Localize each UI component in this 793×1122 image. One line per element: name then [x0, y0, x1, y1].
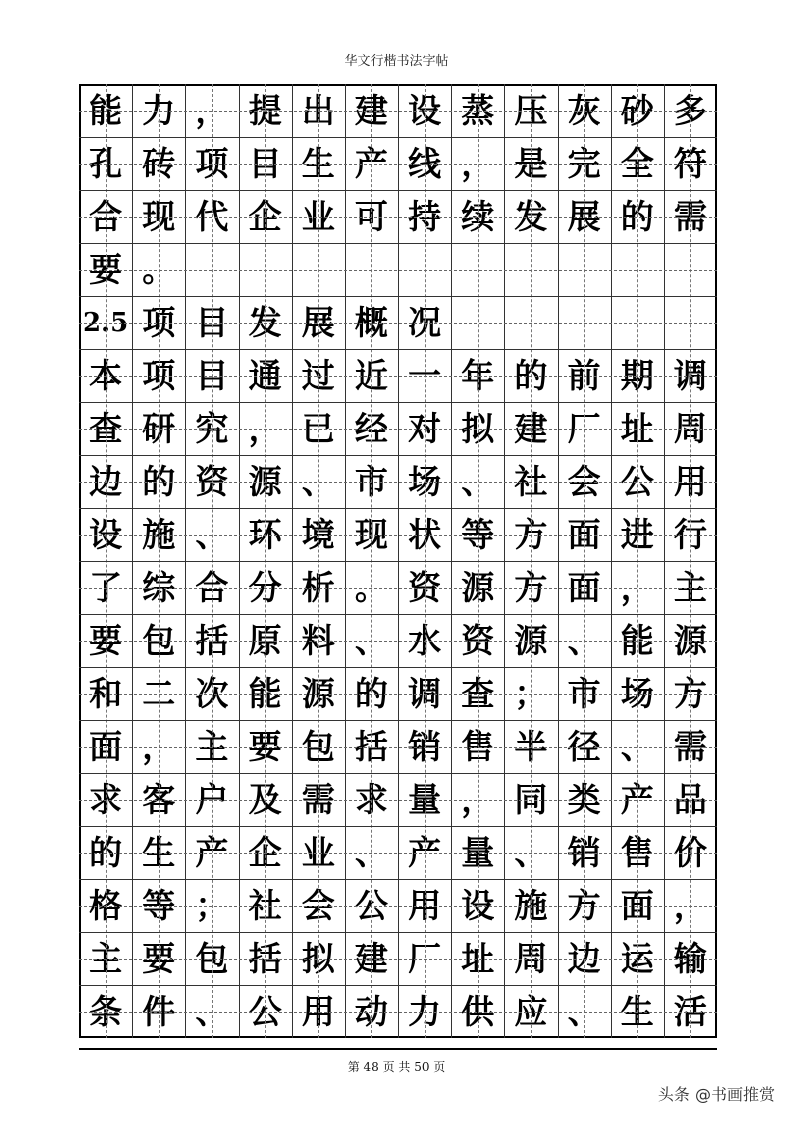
grid-hguide [79, 694, 717, 695]
grid-character: 设 [461, 886, 495, 925]
grid-hguide [79, 535, 717, 536]
grid-character: 条 [89, 992, 123, 1031]
grid-hline [79, 773, 717, 774]
grid-character: 设 [408, 91, 442, 130]
grid-character: 经 [354, 409, 388, 448]
grid-character: ， [195, 91, 229, 130]
grid-character: 客 [142, 780, 176, 819]
grid-character: 一 [408, 356, 442, 395]
grid-character: 等 [142, 886, 176, 925]
grid-character: 、 [461, 462, 495, 501]
grid-character: 业 [301, 833, 335, 872]
grid-character: 的 [514, 356, 548, 395]
grid-character: 市 [354, 462, 388, 501]
grid-character: ， [620, 568, 654, 607]
grid-character: 产 [620, 780, 654, 819]
grid-character: 二 [142, 674, 176, 713]
grid-character: 求 [354, 780, 388, 819]
grid-character: 线 [408, 144, 442, 183]
grid-character: 项 [142, 303, 176, 342]
grid-character: 运 [620, 939, 654, 978]
grid-character: 的 [620, 197, 654, 236]
grid-character: 销 [567, 833, 601, 872]
grid-hline [79, 455, 717, 456]
grid-hguide [79, 376, 717, 377]
grid-character: 次 [195, 674, 229, 713]
grid-character: 厂 [408, 939, 442, 978]
grid-character: 概 [354, 303, 388, 342]
grid-character: 方 [514, 568, 548, 607]
grid-hguide [79, 111, 717, 112]
grid-character: 生 [620, 992, 654, 1031]
grid-hline [79, 561, 717, 562]
grid-character: 源 [248, 462, 282, 501]
grid-character: 力 [142, 91, 176, 130]
grid-character: 拟 [461, 409, 495, 448]
grid-character: 件 [142, 992, 176, 1031]
grid-hline [79, 932, 717, 933]
grid-character: 对 [408, 409, 442, 448]
grid-character: 符 [673, 144, 707, 183]
grid-character: 源 [461, 568, 495, 607]
grid-character: 面 [567, 568, 601, 607]
grid-character: 厂 [567, 409, 601, 448]
grid-character: 供 [461, 992, 495, 1031]
grid-character: 需 [673, 727, 707, 766]
grid-character: 料 [301, 621, 335, 660]
grid-character: 括 [248, 939, 282, 978]
grid-character: 合 [195, 568, 229, 607]
source-watermark: 头条 @书画推赏 [657, 1085, 775, 1104]
grid-character: 市 [567, 674, 601, 713]
grid-character: 生 [142, 833, 176, 872]
grid-character: 完 [567, 144, 601, 183]
grid-character: 设 [89, 515, 123, 554]
grid-character: 查 [461, 674, 495, 713]
grid-character: 析 [301, 568, 335, 607]
grid-character: 拟 [301, 939, 335, 978]
grid-character: 径 [567, 727, 601, 766]
grid-character: 要 [142, 939, 176, 978]
bottom-rule [79, 1048, 717, 1050]
grid-character: 。 [142, 250, 176, 289]
grid-hguide [79, 800, 717, 801]
grid-character: 包 [301, 727, 335, 766]
grid-character: 输 [673, 939, 707, 978]
grid-hline [79, 137, 717, 138]
grid-hline [79, 243, 717, 244]
grid-hline [79, 985, 717, 986]
grid-character: 本 [89, 356, 123, 395]
grid-character: 发 [514, 197, 548, 236]
grid-hguide [79, 217, 717, 218]
grid-character: 及 [248, 780, 282, 819]
grid-hline [79, 349, 717, 350]
grid-hguide [79, 853, 717, 854]
grid-character: 要 [89, 621, 123, 660]
grid-character: 址 [461, 939, 495, 978]
grid-character: 、 [195, 992, 229, 1031]
grid-hguide [79, 641, 717, 642]
grid-character: 生 [301, 144, 335, 183]
grid-character: 括 [354, 727, 388, 766]
grid-character: 资 [461, 621, 495, 660]
grid-character: 能 [89, 91, 123, 130]
grid-character: 已 [301, 409, 335, 448]
grid-character: 的 [89, 833, 123, 872]
grid-character: 周 [673, 409, 707, 448]
grid-character: 近 [354, 356, 388, 395]
grid-character: 公 [248, 992, 282, 1031]
grid-character: 方 [514, 515, 548, 554]
grid-character: 用 [673, 462, 707, 501]
grid-character: 分 [248, 568, 282, 607]
grid-character: ； [195, 886, 229, 925]
grid-hline [79, 614, 717, 615]
grid-character: 销 [408, 727, 442, 766]
grid-character: 企 [248, 197, 282, 236]
grid-character: 、 [567, 621, 601, 660]
grid-character: 动 [354, 992, 388, 1031]
grid-character: 场 [408, 462, 442, 501]
grid-character: 状 [408, 515, 442, 554]
grid-hguide [79, 747, 717, 748]
grid-character: 场 [620, 674, 654, 713]
grid-character: 包 [195, 939, 229, 978]
grid-character: ， [142, 727, 176, 766]
grid-hline [79, 508, 717, 509]
grid-character: 项 [142, 356, 176, 395]
grid-character: 力 [408, 992, 442, 1031]
grid-character: 、 [514, 833, 548, 872]
grid-character: 全 [620, 144, 654, 183]
grid-character: 主 [195, 727, 229, 766]
grid-hline [79, 190, 717, 191]
grid-character: 边 [89, 462, 123, 501]
grid-character: 会 [567, 462, 601, 501]
grid-hline [79, 667, 717, 668]
grid-character: 社 [248, 886, 282, 925]
grid-hline [79, 826, 717, 827]
grid-character: 能 [620, 621, 654, 660]
grid-character: 、 [354, 621, 388, 660]
grid-character: 和 [89, 674, 123, 713]
grid-character: 现 [142, 197, 176, 236]
grid-character: 求 [89, 780, 123, 819]
grid-character: 砂 [620, 91, 654, 130]
grid-hline [79, 720, 717, 721]
grid-hguide [79, 482, 717, 483]
grid-character: 的 [354, 674, 388, 713]
grid-character: 需 [673, 197, 707, 236]
grid-character: 源 [514, 621, 548, 660]
grid-character: 2.5 [82, 307, 129, 338]
grid-character: 年 [461, 356, 495, 395]
grid-character: 施 [142, 515, 176, 554]
grid-character: 周 [514, 939, 548, 978]
grid-hguide [79, 588, 717, 589]
grid-character: 主 [89, 939, 123, 978]
grid-character: ， [673, 886, 707, 925]
grid-character: 量 [461, 833, 495, 872]
grid-character: 格 [89, 886, 123, 925]
grid-character: 资 [195, 462, 229, 501]
grid-character: 价 [673, 833, 707, 872]
grid-character: 量 [408, 780, 442, 819]
grid-character: 综 [142, 568, 176, 607]
grid-character: 要 [89, 250, 123, 289]
page-number: 第 48 页 共 50 页 [347, 1060, 446, 1074]
grid-character: 源 [301, 674, 335, 713]
grid-character: 蒸 [461, 91, 495, 130]
grid-character: 环 [248, 515, 282, 554]
grid-character: 展 [301, 303, 335, 342]
grid-character: 过 [301, 356, 335, 395]
grid-character: 况 [408, 303, 442, 342]
grid-character: 面 [567, 515, 601, 554]
grid-character: 现 [354, 515, 388, 554]
grid-character: 多 [673, 91, 707, 130]
grid-hguide [79, 164, 717, 165]
grid-character: 会 [301, 886, 335, 925]
grid-character: 建 [514, 409, 548, 448]
grid-character: 查 [89, 409, 123, 448]
grid-character: 调 [673, 356, 707, 395]
grid-character: 活 [673, 992, 707, 1031]
grid-character: 售 [620, 833, 654, 872]
grid-character: 括 [195, 621, 229, 660]
grid-character: 可 [354, 197, 388, 236]
grid-character: 产 [354, 144, 388, 183]
grid-hguide [79, 1012, 717, 1013]
grid-character: 灰 [567, 91, 601, 130]
grid-character: 境 [301, 515, 335, 554]
grid-character: ， [461, 144, 495, 183]
grid-character: 通 [248, 356, 282, 395]
grid-character: 公 [620, 462, 654, 501]
grid-character: 户 [195, 780, 229, 819]
grid-character: 类 [567, 780, 601, 819]
grid-character: 压 [514, 91, 548, 130]
grid-character: 用 [408, 886, 442, 925]
grid-character: 半 [514, 727, 548, 766]
grid-character: 、 [567, 992, 601, 1031]
grid-character: 产 [195, 833, 229, 872]
grid-character: ， [248, 409, 282, 448]
grid-character: 面 [620, 886, 654, 925]
grid-character: 合 [89, 197, 123, 236]
grid-character: 了 [89, 568, 123, 607]
grid-character: 公 [354, 886, 388, 925]
grid-hguide [79, 429, 717, 430]
grid-character: 的 [142, 462, 176, 501]
grid-character: 建 [354, 91, 388, 130]
grid-character: 是 [514, 144, 548, 183]
grid-hguide [79, 270, 717, 271]
grid-character: 品 [673, 780, 707, 819]
grid-character: 要 [248, 727, 282, 766]
grid-character: 、 [354, 833, 388, 872]
grid-character: 调 [408, 674, 442, 713]
grid-character: 发 [248, 303, 282, 342]
grid-character: 出 [301, 91, 335, 130]
page-title: 华文行楷书法字帖 [344, 54, 449, 69]
grid-character: 代 [195, 197, 229, 236]
grid-character: 原 [248, 621, 282, 660]
grid-hguide [79, 323, 717, 324]
grid-character: 目 [195, 356, 229, 395]
grid-character: 业 [301, 197, 335, 236]
grid-character: 持 [408, 197, 442, 236]
grid-character: ； [514, 674, 548, 713]
grid-character: 资 [408, 568, 442, 607]
grid-character: 究 [195, 409, 229, 448]
grid-hguide [79, 906, 717, 907]
grid-character: 等 [461, 515, 495, 554]
grid-character: 施 [514, 886, 548, 925]
grid-character: 方 [567, 886, 601, 925]
grid-character: 砖 [142, 144, 176, 183]
grid-hguide [79, 959, 717, 960]
grid-character: 面 [89, 727, 123, 766]
grid-hline [79, 879, 717, 880]
grid-character: 能 [248, 674, 282, 713]
grid-character: 目 [248, 144, 282, 183]
grid-character: 目 [195, 303, 229, 342]
grid-character: 研 [142, 409, 176, 448]
grid-character: 。 [354, 568, 388, 607]
grid-hline [79, 296, 717, 297]
grid-character: 用 [301, 992, 335, 1031]
grid-character: 续 [461, 197, 495, 236]
grid-character: 社 [514, 462, 548, 501]
grid-character: 需 [301, 780, 335, 819]
grid-character: 产 [408, 833, 442, 872]
grid-character: 包 [142, 621, 176, 660]
grid-character: 方 [673, 674, 707, 713]
grid-character: 主 [673, 568, 707, 607]
grid-character: 企 [248, 833, 282, 872]
grid-character: 行 [673, 515, 707, 554]
grid-character: 展 [567, 197, 601, 236]
grid-character: 应 [514, 992, 548, 1031]
grid-hline [79, 402, 717, 403]
grid-character: 、 [195, 515, 229, 554]
grid-character: 水 [408, 621, 442, 660]
grid-character: 售 [461, 727, 495, 766]
grid-character: 建 [354, 939, 388, 978]
grid-character: 进 [620, 515, 654, 554]
grid-character: 边 [567, 939, 601, 978]
grid-character: 孔 [89, 144, 123, 183]
grid-character: 、 [301, 462, 335, 501]
grid-character: 源 [673, 621, 707, 660]
grid-character: 同 [514, 780, 548, 819]
grid-character: 期 [620, 356, 654, 395]
grid-character: 址 [620, 409, 654, 448]
grid-character: ， [461, 780, 495, 819]
grid-character: 前 [567, 356, 601, 395]
grid-character: 提 [248, 91, 282, 130]
grid-character: 项 [195, 144, 229, 183]
grid-character: 、 [620, 727, 654, 766]
